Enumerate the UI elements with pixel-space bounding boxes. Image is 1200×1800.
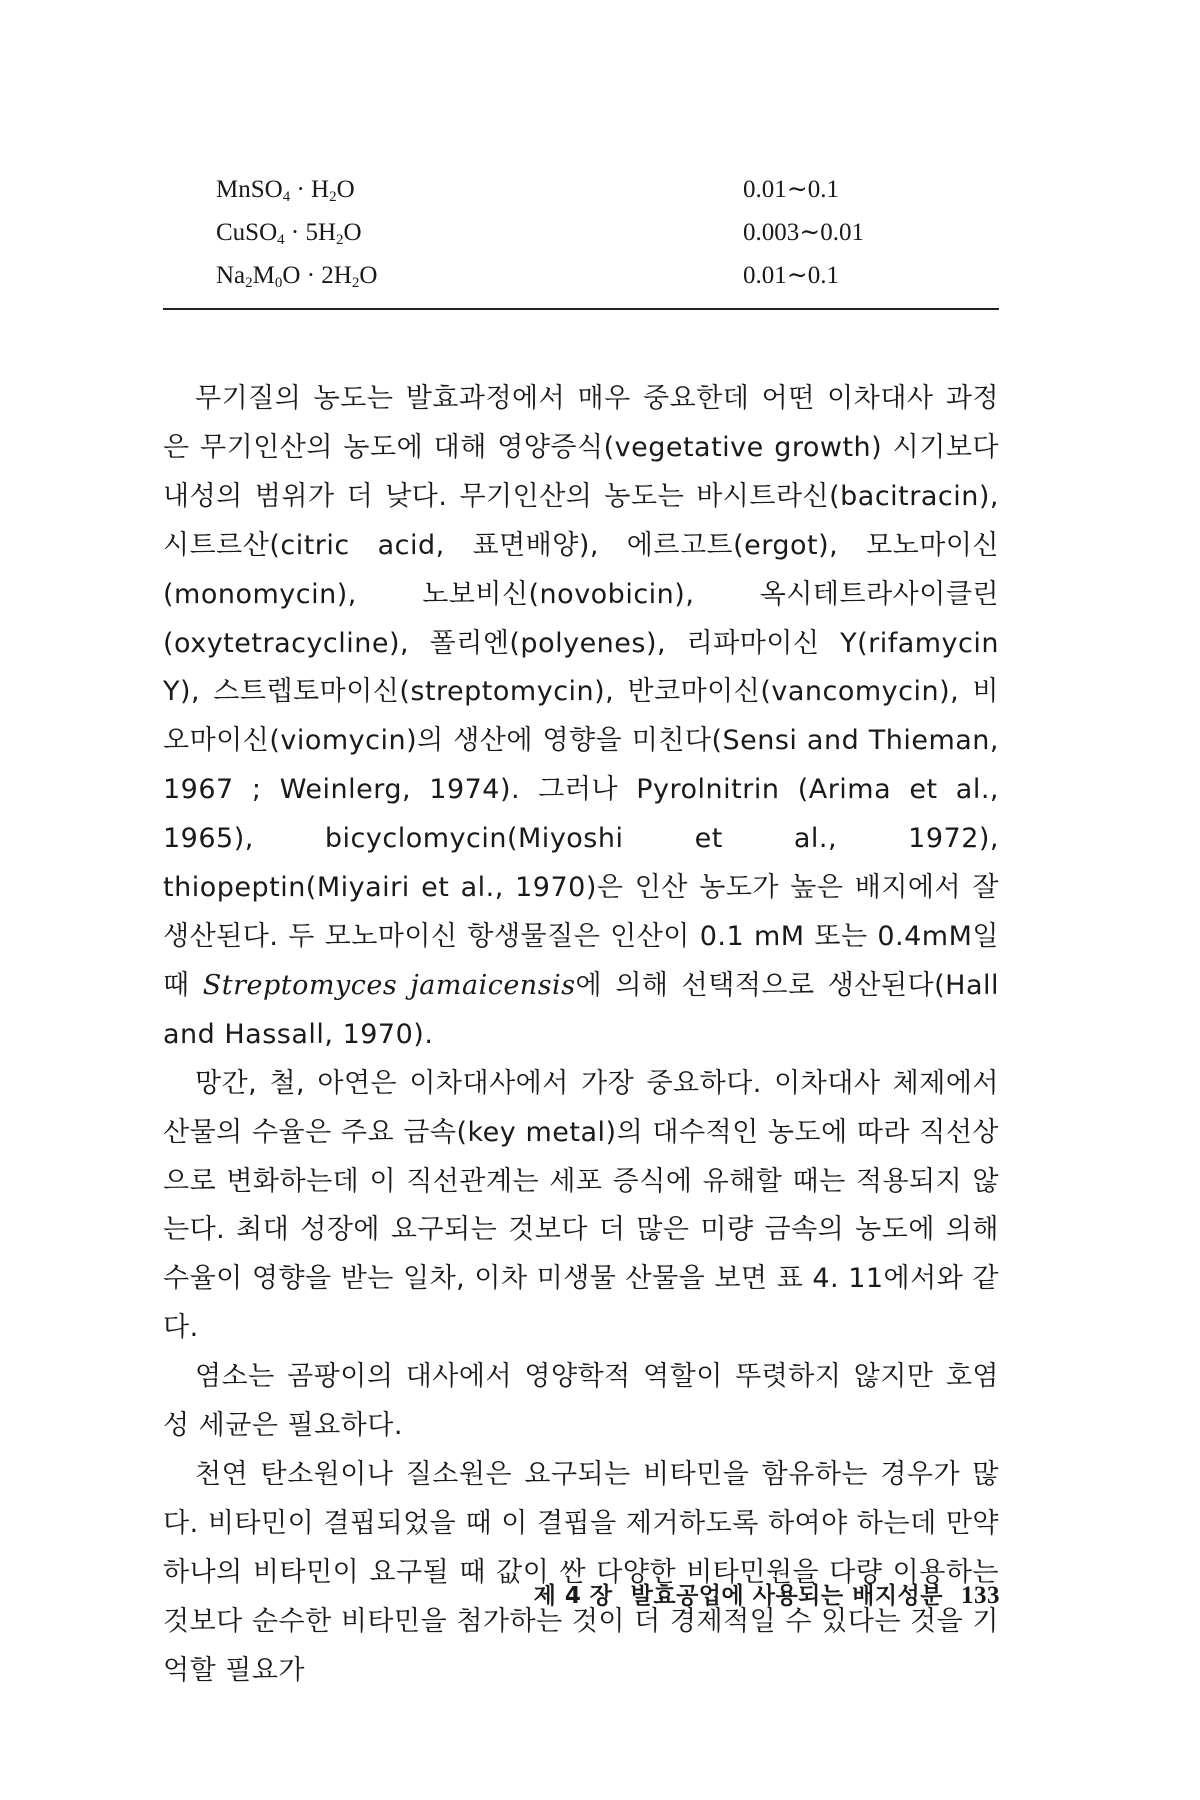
paragraph-vitamins: 천연 탄소원이나 질소원은 요구되는 비타민을 함유하는 경우가 많다. 비타민이 결핍되었을 때 이 결핍을 제거하도록 하여야 하는데 만약 하나의 비타민이 요구될 때 값이 싼 다양한 비타민원을 다량 이용하는 것보다 순수한 비타민을 첨가하는 것이 더 경제적일 수 있다는 것을 기억할 필요가 bbox=[163, 1458, 999, 1686]
concentration-value: 0.01∼0.1 bbox=[743, 176, 839, 203]
table-row bbox=[163, 254, 999, 297]
compound-name: $Na_2M_0O \cdot 2H_2O$ bbox=[216, 262, 378, 291]
compound-name: CuSO$_4$ · $5H_2O$ bbox=[216, 219, 362, 248]
chapter-label: 제 4 장 bbox=[533, 1583, 613, 1609]
page-footer bbox=[520, 1578, 1000, 1614]
trace-metal-table-fragment bbox=[163, 168, 999, 297]
chapter-title: 발효공업에 사용되는 배지성분 bbox=[630, 1583, 943, 1609]
table-row bbox=[163, 211, 999, 254]
body-text bbox=[163, 375, 999, 1695]
paragraph-metals: 망간, 철, 아연은 이차대사에서 가장 중요하다. 이차대사 체제에서 산물의 수율은 주요 금속(key metal)의 대수적인 농도에 따라 직선상으로 변화하는데 이 직선관계는 세포 증식에 유해할 때는 적용되지 않는다. 최대 성장에 요구되는 것보다 더 많은 미량 금속의 농도에 의해 수율이 영향을 받는 일차, 이차 미생물 산물을 보면 표 4. 11에서와 같다. bbox=[163, 1067, 999, 1344]
species-name: Streptomyces jamaicensis bbox=[202, 969, 576, 1001]
page-number: 133 bbox=[961, 1582, 1000, 1609]
concentration-value: 0.01∼0.1 bbox=[743, 262, 839, 289]
paragraph-phosphate: 무기질의 농도는 발효과정에서 매우 중요한데 어떤 이차대사 과정은 무기인산의 농도에 대해 영양증식(vegetative growth) 시기보다 내성의 범위가 더 낮다. 무기인산의 농도는 바시트라신(bacitracin), 시트르산(citric acid, 표면배양), 에르고트(ergot), 모노마이신(monomycin), 노보비신(novobicin), 옥시테트라사이클린(oxytetracycline), 폴리엔(polyenes), 리파마이신 Y(rifamycin Y), 스트렙토마이신(streptomycin), 반코마이신(vancomycin), 비오마이신(viomycin)의 생산에 영향을 미친다(Sensi and Thieman, 1967 ; Weinlerg, 1974). 그러나 Pyrolnitrin (Arima et al., 1965), bicyclomycin(Miyoshi et al., 1972), thiopeptin(Miyairi et al., 1970)은 인산 농도가 높은 배지에서 잘 생산된다. 두 모노마이신 항생물질은 인산이 0.1 mM 또는 0.4mM일 때 Streptomyces jamaicensis에 의해 선택적으로 생산된다(Hall and Hassall, 1970). bbox=[163, 383, 999, 1050]
table-row bbox=[163, 168, 999, 211]
table-bottom-rule bbox=[163, 308, 999, 310]
compound-name: MnSO$_4$ · $H_2O$ bbox=[216, 176, 355, 205]
paragraph-chlorine: 염소는 곰팡이의 대사에서 영양학적 역할이 뚜렷하지 않지만 호염성 세균은 필요하다. bbox=[163, 1361, 999, 1442]
concentration-value: 0.003∼0.01 bbox=[743, 219, 864, 246]
